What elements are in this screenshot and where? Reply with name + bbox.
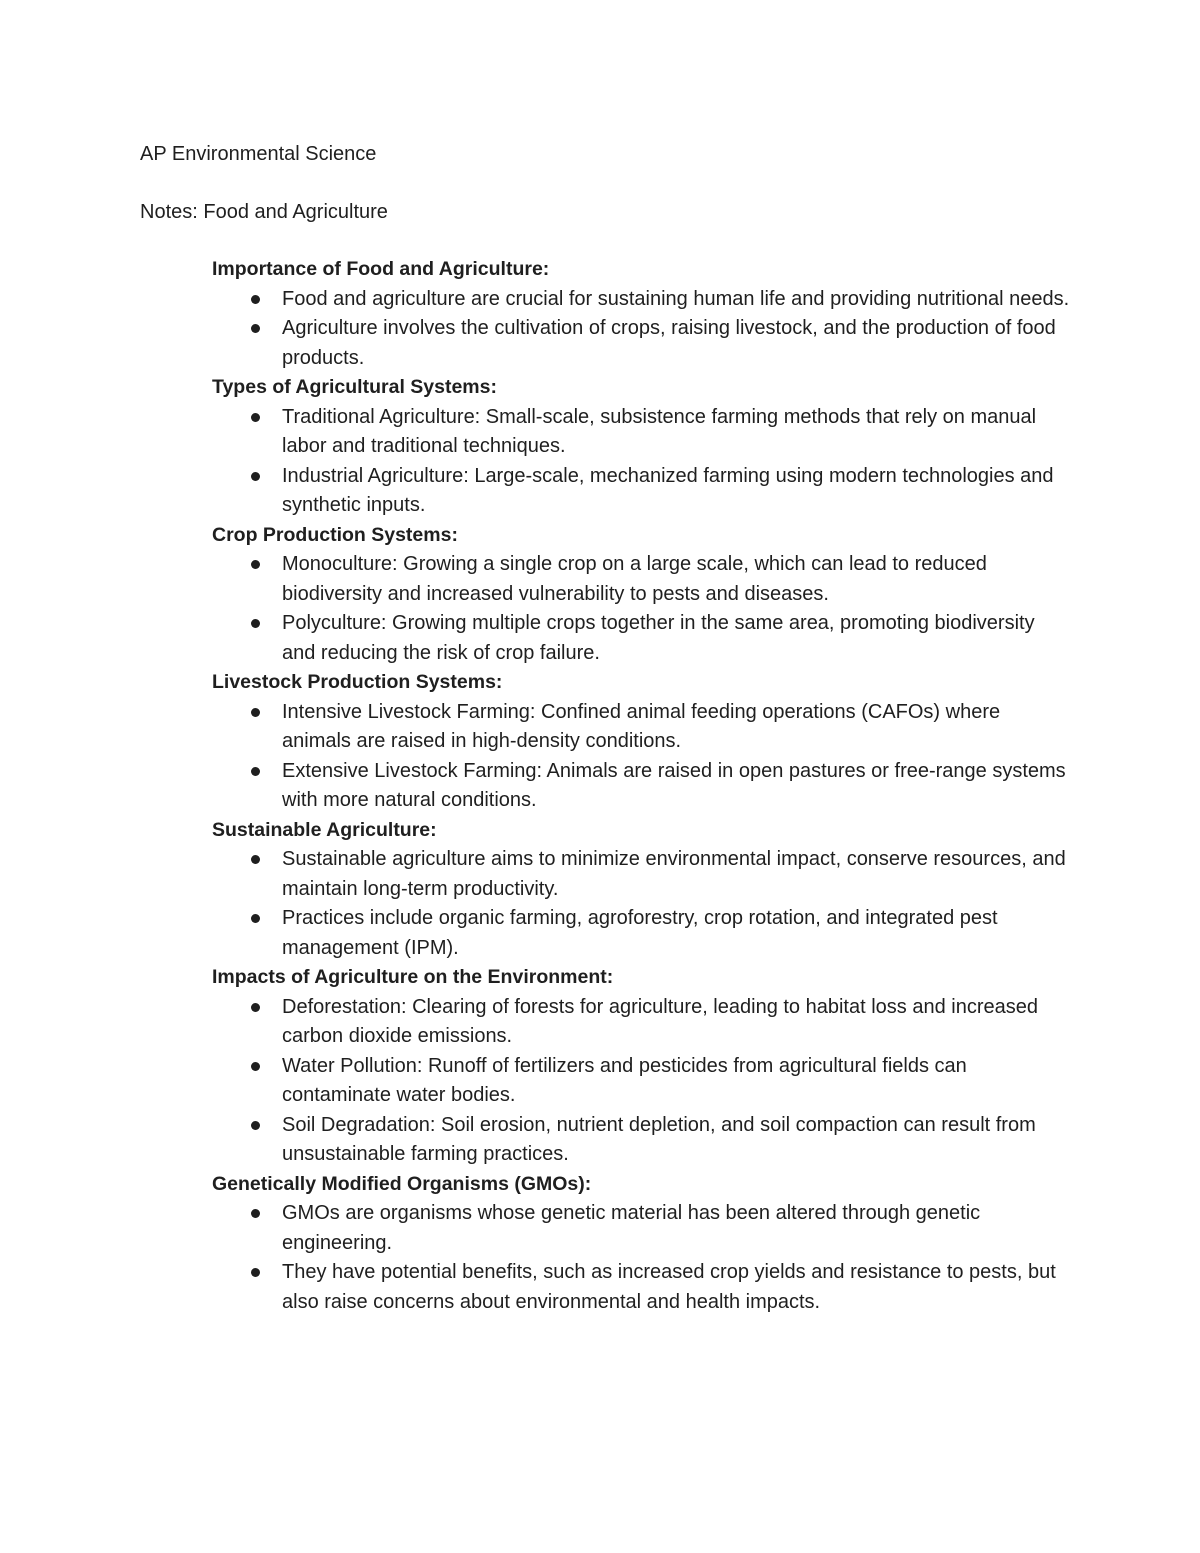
section-heading: Impacts of Agriculture on the Environment: — [212, 966, 614, 988]
bullet-icon — [251, 560, 260, 569]
section-environmental-impacts — [212, 963, 1072, 1170]
bullet-icon — [251, 413, 260, 422]
list-item-text: Water Pollution: Runoff of fertilizers and pesticides from agricultural fields can contaminate water bodies. — [282, 1054, 967, 1106]
bullet-icon — [251, 1209, 260, 1218]
bullet-icon — [251, 472, 260, 481]
bullet-list — [212, 698, 1072, 816]
bullet-list — [212, 845, 1072, 963]
bullet-icon — [251, 619, 260, 628]
section-heading: Genetically Modified Organisms (GMOs): — [212, 1172, 592, 1195]
list-item — [212, 1052, 1072, 1111]
bullet-icon — [251, 1121, 260, 1130]
list-item-text: Sustainable agriculture aims to minimize environmental impact, conserve resources, and maintain long-term productivity. — [282, 848, 1066, 900]
section-sustainable-agriculture — [212, 816, 1072, 964]
bullet-icon — [251, 855, 260, 864]
list-item — [212, 1111, 1072, 1170]
list-item-text: Intensive Livestock Farming: Confined animal feeding operations (CAFOs) where animals are raised in high-density conditions. — [282, 700, 1001, 752]
document-title: AP Environmental Science — [140, 143, 377, 165]
list-item — [212, 1258, 1072, 1317]
list-item — [212, 698, 1072, 757]
bullet-icon — [251, 708, 260, 717]
list-item-text: Practices include organic farming, agroforestry, crop rotation, and integrated pest management (IPM). — [282, 907, 998, 959]
section-crop-production — [212, 521, 1072, 669]
bullet-list — [212, 550, 1072, 668]
list-item-text: Soil Degradation: Soil erosion, nutrient depletion, and soil compaction can result from unsustainable farming practices. — [282, 1113, 1036, 1165]
bullet-icon — [251, 767, 260, 776]
section-heading: Livestock Production Systems: — [212, 671, 503, 693]
list-item — [212, 1199, 1072, 1258]
list-item — [212, 904, 1072, 963]
bullet-list — [212, 285, 1072, 374]
notes-content — [212, 255, 1072, 1317]
list-item — [212, 403, 1072, 462]
bullet-list — [212, 993, 1072, 1170]
list-item — [212, 845, 1072, 904]
list-item-text: Deforestation: Clearing of forests for agriculture, leading to habitat loss and increased carbon dioxide emissions. — [282, 995, 1038, 1047]
bullet-icon — [251, 1003, 260, 1012]
list-item-text: Polyculture: Growing multiple crops together in the same area, promoting biodiversity and reducing the risk of crop failure. — [282, 612, 1035, 664]
list-item — [212, 550, 1072, 609]
section-heading: Types of Agricultural Systems: — [212, 376, 497, 398]
list-item — [212, 757, 1072, 816]
section-agricultural-systems — [212, 373, 1072, 521]
bullet-list — [212, 403, 1072, 521]
list-item-text: Traditional Agriculture: Small-scale, subsistence farming methods that rely on manual labor and traditional techniques. — [282, 405, 1037, 457]
bullet-list — [212, 1199, 1072, 1317]
list-item-text: Industrial Agriculture: Large-scale, mechanized farming using modern technologies and synthetic inputs. — [282, 464, 1054, 516]
list-item — [212, 462, 1072, 521]
section-heading: Crop Production Systems: — [212, 523, 458, 546]
list-item-text: Agriculture involves the cultivation of crops, raising livestock, and the production of food products. — [282, 317, 1056, 369]
list-item — [212, 609, 1072, 668]
list-item-text: Food and agriculture are crucial for sustaining human life and providing nutritional needs. — [282, 287, 1070, 310]
bullet-icon — [251, 1062, 260, 1071]
list-item-text: They have potential benefits, such as increased crop yields and resistance to pests, but also raise concerns about environmental and health impacts. — [282, 1261, 1056, 1313]
list-item-text: Monoculture: Growing a single crop on a large scale, which can lead to reduced biodiversity and increased vulnerability to pests and diseases. — [282, 553, 987, 605]
bullet-icon — [251, 324, 260, 333]
bullet-icon — [251, 914, 260, 923]
document-subtitle: Notes: Food and Agriculture — [140, 201, 388, 223]
list-item — [212, 314, 1072, 373]
section-heading: Sustainable Agriculture: — [212, 818, 437, 841]
list-item — [212, 285, 1072, 315]
section-livestock-production — [212, 668, 1072, 816]
list-item-text: Extensive Livestock Farming: Animals are raised in open pastures or free-range systems with more natural conditions. — [282, 759, 1066, 811]
section-gmos — [212, 1170, 1072, 1318]
list-item — [212, 993, 1072, 1052]
list-item-text: GMOs are organisms whose genetic material has been altered through genetic engineering. — [282, 1202, 981, 1254]
section-heading: Importance of Food and Agriculture: — [212, 258, 550, 280]
bullet-icon — [251, 295, 260, 304]
bullet-icon — [251, 1268, 260, 1277]
section-importance — [212, 255, 1072, 373]
